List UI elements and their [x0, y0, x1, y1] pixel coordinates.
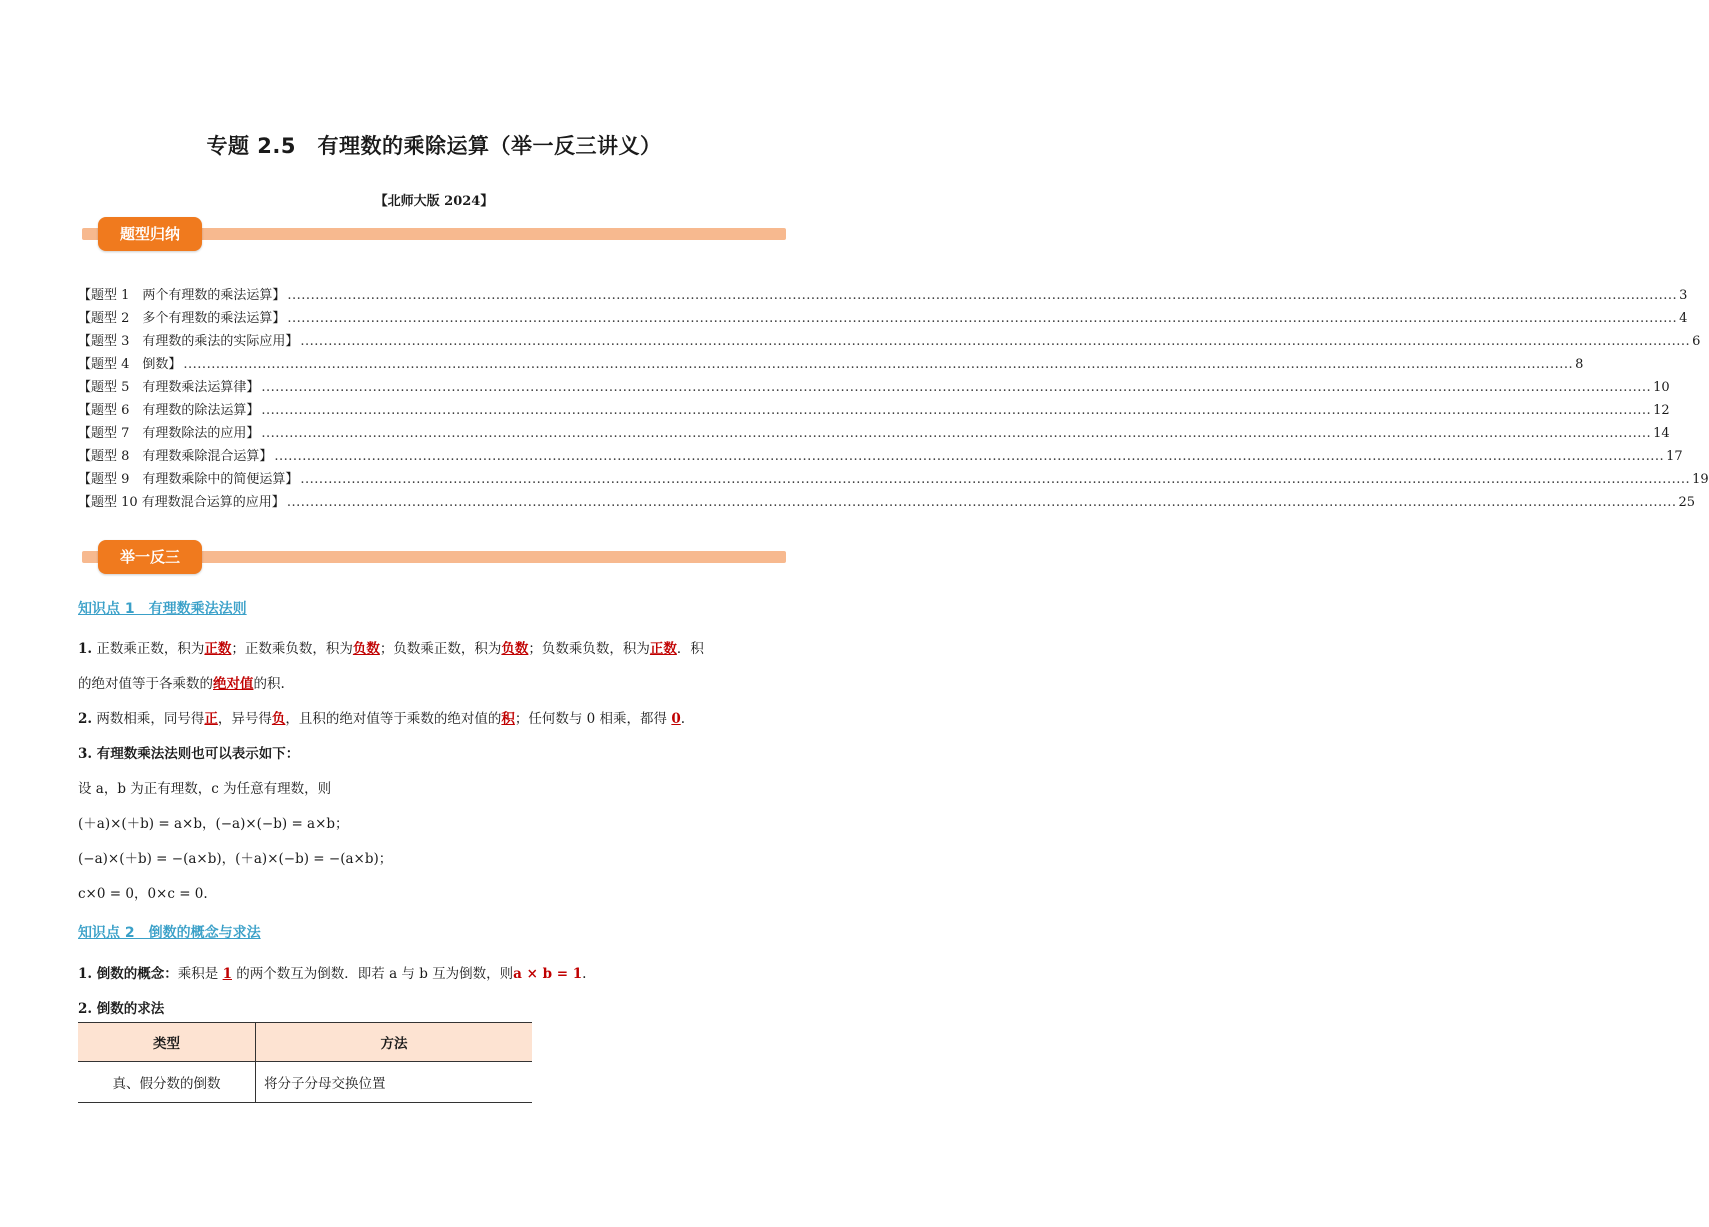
toc-entry[interactable] [78, 468, 1709, 491]
kp1-paragraph-4: 设 a，b 为正有理数，c 为任意有理数，则 [78, 781, 332, 797]
toc-entry-page: 17 [1666, 449, 1683, 464]
toc-entry[interactable] [78, 399, 1670, 422]
kp1-p2-text-b: ，异号得 [217, 711, 272, 727]
toc-entry-label: 【题型 5 有理数乘法运算律】 [78, 380, 260, 395]
toc-leader-dots: ............................................................................................................................................................................................................................................................................................................ [183, 357, 1574, 372]
kp1-formula-1: (＋a)×(＋b) = a×b，(−a)×(−b) = a×b； [78, 816, 349, 832]
toc-leader-dots: ............................................................................................................................................................................................................................................................................................................ [300, 334, 1691, 349]
kp1-p2-answer-4: 0 [671, 711, 681, 727]
kp1-p2-text-e: . [680, 711, 686, 727]
section-heading-examples: 举一反三 [98, 540, 202, 574]
kp1-p1-text-f: 的绝对值等于各乘数的 [78, 676, 213, 692]
toc-leader-dots: ............................................................................................................................................................................................................................................................................................................ [300, 472, 1691, 487]
kp1-p1-text-a: 正数乘正数，积为 [92, 641, 205, 657]
toc-entry-page: 4 [1679, 311, 1688, 326]
kp2-p1-bold: 倒数的概念： [92, 966, 178, 982]
toc-entry[interactable] [78, 284, 1688, 307]
kp1-paragraph-3: 3. 有理数乘法法则也可以表示如下： [78, 746, 300, 762]
kp1-answer-5: 绝对值 [213, 676, 254, 692]
toc-entry-label: 【题型 1 两个有理数的乘法运算】 [78, 288, 286, 303]
kp1-answer-4: 正数 [649, 641, 677, 657]
toc-entry-label: 【题型 2 多个有理数的乘法运算】 [78, 311, 286, 326]
kp1-p2-text-a: 两数相乘，同号得 [92, 711, 205, 727]
kp1-p1-text-g: 的积. [253, 676, 285, 692]
toc-entry[interactable] [78, 491, 1696, 514]
toc-entry[interactable] [78, 330, 1701, 353]
table-header-row [78, 1023, 532, 1062]
kp1-p1-text-e: ．积 [676, 641, 704, 657]
toc-entry-page: 19 [1692, 472, 1709, 487]
kp1-p2-answer-2: 负 [271, 711, 286, 727]
kp1-p2-answer-1: 正 [204, 711, 218, 727]
kp2-paragraph-1 [78, 962, 586, 982]
kp1-answer-1: 正数 [204, 641, 232, 657]
kp1-p1-text-d: ；负数乘负数，积为 [528, 641, 650, 657]
table-row [78, 1062, 532, 1103]
toc-entry-label: 【题型 6 有理数的除法运算】 [78, 403, 260, 418]
kp1-p2-number: 2. [78, 711, 93, 727]
reciprocal-method-table [78, 1022, 532, 1103]
kp1-p1-number: 1. [78, 641, 93, 657]
toc-entry-page: 6 [1692, 334, 1701, 349]
kp1-p2-text-d: ；任何数与 0 相乘，都得 [514, 711, 672, 727]
kp2-p1-text-a: 乘积是 [177, 966, 223, 982]
toc-entry-page: 12 [1653, 403, 1670, 418]
section-heading-types: 题型归纳 [98, 217, 202, 251]
kp1-p1-text-b: ；正数乘负数，积为 [231, 641, 353, 657]
toc-leader-dots: ............................................................................................................................................................................................................................................................................................................ [261, 426, 1652, 441]
toc-entry-label: 【题型 9 有理数乘除中的简便运算】 [78, 472, 299, 487]
knowledge-point-2-heading: 知识点 2 倒数的概念与求法 [78, 925, 261, 941]
kp2-p1-text-b: 的两个数互为倒数．即若 a 与 b 互为倒数，则 [232, 966, 514, 982]
kp2-answer-1: 1 [222, 966, 232, 982]
table-header-method: 方法 [256, 1023, 533, 1062]
toc-entry-label: 【题型 7 有理数除法的应用】 [78, 426, 260, 441]
kp1-p2-answer-3: 积 [501, 711, 515, 727]
kp2-p1-text-c: . [582, 966, 587, 982]
toc-entry-label: 【题型 10 有理数混合运算的应用】 [78, 495, 285, 510]
toc-leader-dots: ............................................................................................................................................................................................................................................................................................................ [261, 380, 1652, 395]
kp1-formula-3: c×0 = 0，0×c = 0. [78, 886, 208, 902]
kp2-paragraph-2: 2. 倒数的求法 [78, 1001, 165, 1017]
page-title: 专题 2.5 有理数的乘除运算（举一反三讲义） [206, 134, 662, 158]
kp1-formula-2: (−a)×(＋b) = −(a×b)，(＋a)×(−b) = −(a×b)； [78, 851, 393, 867]
kp1-paragraph-1-line-2 [78, 672, 285, 692]
toc-entry-label: 【题型 3 有理数的乘法的实际应用】 [78, 334, 299, 349]
toc-entry-label: 【题型 4 倒数】 [78, 357, 182, 372]
toc-entry[interactable] [78, 445, 1683, 468]
table-header-type: 类型 [78, 1023, 256, 1062]
toc-entry-page: 25 [1678, 495, 1696, 510]
table-cell-method: 将分子分母交换位置 [256, 1062, 533, 1103]
edition-label: 【北师大版 2024】 [374, 194, 494, 209]
toc-entry[interactable] [78, 353, 1584, 376]
toc-entry[interactable] [78, 422, 1670, 445]
kp1-paragraph-2 [78, 707, 685, 727]
toc-entry-page: 8 [1575, 357, 1584, 372]
knowledge-point-1-heading: 知识点 1 有理数乘法法则 [78, 601, 247, 617]
toc-entry-page: 10 [1653, 380, 1670, 395]
kp2-p1-number: 1. [78, 966, 93, 982]
toc-leader-dots: ............................................................................................................................................................................................................................................................................................................ [261, 403, 1652, 418]
toc-entry[interactable] [78, 376, 1670, 399]
table-of-contents [78, 284, 1709, 514]
toc-leader-dots: ............................................................................................................................................................................................................................................................................................................ [274, 449, 1665, 464]
toc-entry[interactable] [78, 307, 1688, 330]
toc-entry-page: 3 [1679, 288, 1688, 303]
toc-leader-dots: ............................................................................................................................................................................................................................................................................................................ [287, 311, 1678, 326]
toc-leader-dots: ............................................................................................................................................................................................................................................................................................................ [286, 495, 1677, 510]
kp2-answer-2: a × b = 1 [513, 966, 583, 982]
kp1-answer-2: 负数 [352, 641, 380, 657]
kp1-answer-3: 负数 [501, 641, 529, 657]
toc-entry-page: 14 [1653, 426, 1670, 441]
kp1-p2-text-c: ，且积的绝对值等于乘数的绝对值的 [285, 711, 502, 727]
kp1-paragraph-1-line-1 [78, 637, 704, 657]
kp1-p1-text-c: ；负数乘正数，积为 [379, 641, 502, 657]
toc-leader-dots: ............................................................................................................................................................................................................................................................................................................ [287, 288, 1678, 303]
table-cell-type: 真、假分数的倒数 [78, 1062, 256, 1103]
toc-entry-label: 【题型 8 有理数乘除混合运算】 [78, 449, 273, 464]
